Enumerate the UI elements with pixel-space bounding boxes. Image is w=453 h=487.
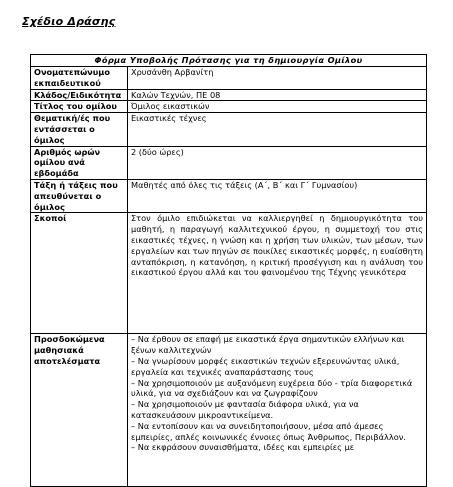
- list-item: – Να γνωρίσουν μορφές εικαστικών τεχνών εξερευνώντας υλικά, εργαλεία και τεχνικές αναπαράστασης τους: [131, 355, 400, 377]
- value-learning-outcomes: [128, 334, 427, 487]
- table-row: [31, 146, 427, 179]
- label-group-title: Τίτλος του ομίλου: [31, 101, 128, 113]
- list-item: – Να χρησιμοποιούν με αυξανόμενη ευχέρεια δύο - τρία διαφορετικά υλικά, για να σχεδιάζουν και να ζωγραφίζουν: [131, 377, 413, 399]
- label-thematic: Θεματική/ές που εντάσσεται ο όμιλος: [31, 113, 128, 146]
- table-row: [31, 334, 427, 487]
- value-specialty: Καλών Τεχνών, ΠΕ 08: [128, 89, 427, 101]
- value-group-title: Όμιλος εικαστικών: [128, 101, 427, 113]
- table-row: [31, 113, 427, 146]
- label-objectives: Σκοποί: [31, 213, 128, 334]
- proposal-form-table: [30, 54, 427, 487]
- list-item: – Να εκφράσουν συναισθήματα, ιδέες και εμπειρίες με: [131, 442, 355, 453]
- list-item: – Να χρησιμοποιούν με φαντασία διάφορα υλικά, για να κατασκευάσουν μικροαντικείμενα.: [131, 399, 359, 420]
- table-row: [31, 213, 427, 334]
- table-row: [31, 101, 427, 113]
- value-teacher-name: Χρυσάνθη Αρβανίτη: [128, 67, 427, 90]
- form-header-row: [31, 55, 427, 67]
- value-thematic: Εικαστικές τέχνες: [128, 113, 427, 146]
- document-title: Σχέδιο Δράσης: [22, 15, 116, 28]
- value-objectives: Στον όμιλο επιδιώκεται να καλλιεργηθεί η δημιουργικότητα του μαθητή, η παραγωγή καλλιτεχνικού έργου, η συμμετοχή του στις εικαστικές τέχνες, η γνώση και η χρήση των υλικών, των μέσων, των εργαλείων και των πηγών σε ποικίλες εικαστικές μορφές, η ευαίσθητη ανταπόκριση, η κατανόηση, η κριτική προσέγγιση και η ανάλυση του εικαστικού έργου αλλά και του φαινομένου της Τέχνης γενικότερα: [128, 213, 427, 334]
- list-item: – Να εντοπίσουν και να συνειδητοποιήσουν, μέσα από άμεσες εμπειρίες, απλές κοινωνικές έννοιες όπως Άνθρωπος, Περιβάλλον.: [131, 420, 406, 442]
- label-specialty: Κλάδος/Ειδικότητα: [31, 89, 128, 101]
- label-weekly-hours: Αριθμός ωρών ομίλου ανά εβδομάδα: [31, 146, 128, 179]
- table-row: [31, 89, 427, 101]
- label-learning-outcomes: Προσδοκώμενα μαθησιακά αποτελέσματα: [31, 334, 128, 487]
- value-target-classes: Μαθητές από όλες τις τάξεις (Α΄, Β΄ και Γ΄ Γυμνασίου): [128, 179, 427, 212]
- list-item: – Να έρθουν σε επαφή με εικαστικά έργα σημαντικών ελλήνων και ξένων καλλιτεχνών: [131, 334, 405, 356]
- label-target-classes: Τάξη ή τάξεις που απευθύνεται ο όμιλος: [31, 179, 128, 212]
- table-row: [31, 179, 427, 212]
- value-weekly-hours: 2 (δύο ώρες): [128, 146, 427, 179]
- table-row: [31, 67, 427, 90]
- label-teacher-name: Ονοματεπώνυμο εκπαιδευτικού: [31, 67, 128, 90]
- form-header: Φόρμα Υποβολής Πρότασης για τη δημιουργία Ομίλου: [31, 55, 427, 67]
